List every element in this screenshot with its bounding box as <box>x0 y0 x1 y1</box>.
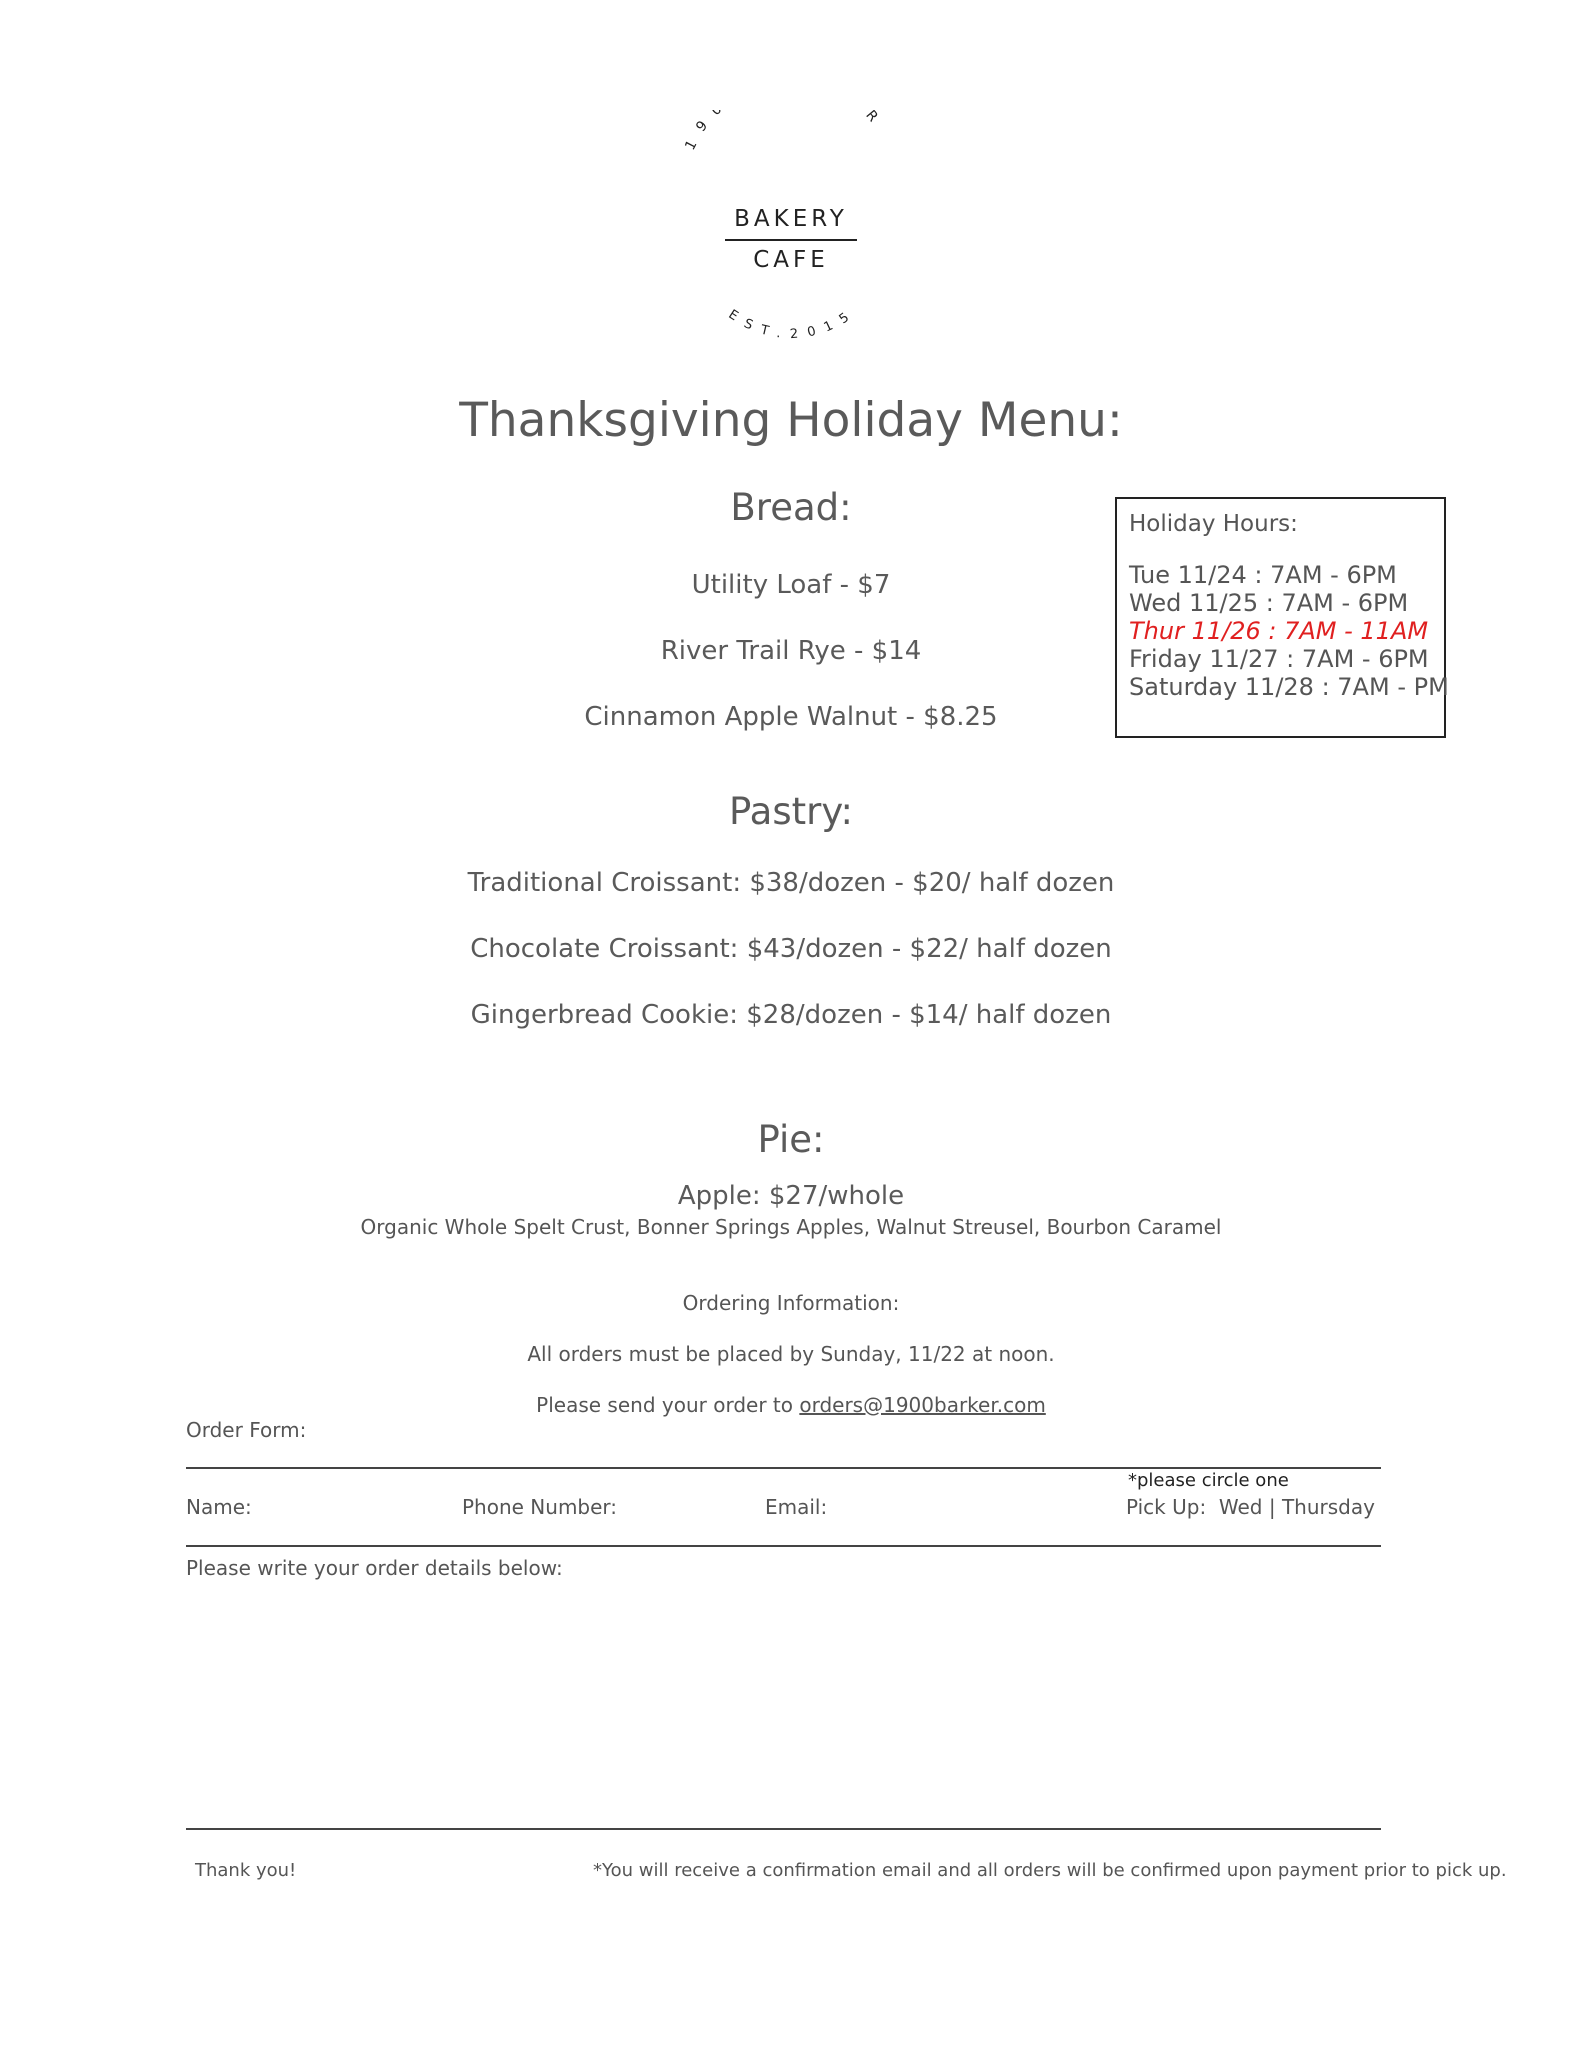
circle-one-note: *please circle one <box>1128 1470 1289 1491</box>
hours-line-highlighted: Thur 11/26 : 7AM - 11AM <box>1129 617 1429 645</box>
logo-arc-bottom-text: EST.2015 <box>725 304 861 343</box>
page-title: Thanksgiving Holiday Menu: <box>459 393 1123 448</box>
confirmation-note: *You will receive a confirmation email and all orders will be confirmed upon payment prior to pick up. <box>593 1860 1507 1881</box>
name-field-label[interactable]: Name: <box>186 1495 252 1519</box>
order-email-link[interactable]: orders@1900barker.com <box>799 1393 1046 1417</box>
form-divider-middle <box>186 1545 1381 1547</box>
order-details-area[interactable] <box>186 1590 1381 1826</box>
pastry-item: Traditional Croissant: $38/dozen - $20/ half dozen <box>467 868 1115 898</box>
order-details-label: Please write your order details below: <box>186 1556 563 1580</box>
holiday-hours-box <box>1115 497 1449 738</box>
ordering-deadline: All orders must be placed by Sunday, 11/22 at noon. <box>527 1342 1055 1366</box>
pie-item: Apple: $27/whole <box>677 1181 905 1211</box>
pastry-item: Gingerbread Cookie: $28/dozen - $14/ half dozen <box>470 1000 1112 1030</box>
pie-description: Organic Whole Spelt Crust, Bonner Springs Apples, Walnut Streusel, Bourbon Caramel <box>360 1215 1222 1239</box>
hours-line: Tue 11/24 : 7AM - 6PM <box>1129 561 1397 589</box>
pastry-heading: Pastry: <box>729 790 853 833</box>
hours-line: Friday 11/27 : 7AM - 6PM <box>1129 645 1429 673</box>
logo-cafe-text: CAFE <box>753 247 829 273</box>
bread-item: Cinnamon Apple Walnut - $8.25 <box>584 702 998 732</box>
bread-item: River Trail Rye - $14 <box>660 636 922 666</box>
phone-field-label[interactable]: Phone Number: <box>462 1495 618 1519</box>
bread-heading: Bread: <box>730 486 852 529</box>
logo-arc-top-text: 19 R <box>682 110 889 153</box>
hours-line: Saturday 11/28 : 7AM - PM <box>1129 673 1449 701</box>
ordering-send-line <box>0 1393 1582 1417</box>
email-field-label[interactable]: Email: <box>765 1495 828 1519</box>
ordering-heading: Ordering Information: <box>682 1291 900 1315</box>
pie-heading: Pie: <box>757 1118 825 1161</box>
holiday-hours-title: Holiday Hours: <box>1129 511 1298 537</box>
thank-you-text: Thank you! <box>195 1860 297 1881</box>
logo-bakery-text: BAKERY <box>734 206 848 232</box>
bakery-logo <box>651 110 931 390</box>
pickup-choice[interactable]: Pick Up: Wed | Thursday <box>1126 1495 1375 1519</box>
order-form-title: Order Form: <box>186 1418 307 1442</box>
svg-text:1900 BARKER <box>682 110 888 153</box>
bread-item: Utility Loaf - $7 <box>691 570 891 600</box>
form-divider-bottom <box>186 1828 1381 1830</box>
form-divider-top <box>186 1467 1381 1469</box>
svg-text:EST.2015 <box>726 304 861 342</box>
ordering-send-prefix: Please send your order to <box>536 1393 793 1417</box>
pastry-item: Chocolate Croissant: $43/dozen - $22/ half dozen <box>470 934 1112 964</box>
hours-line: Wed 11/25 : 7AM - 6PM <box>1129 589 1409 617</box>
